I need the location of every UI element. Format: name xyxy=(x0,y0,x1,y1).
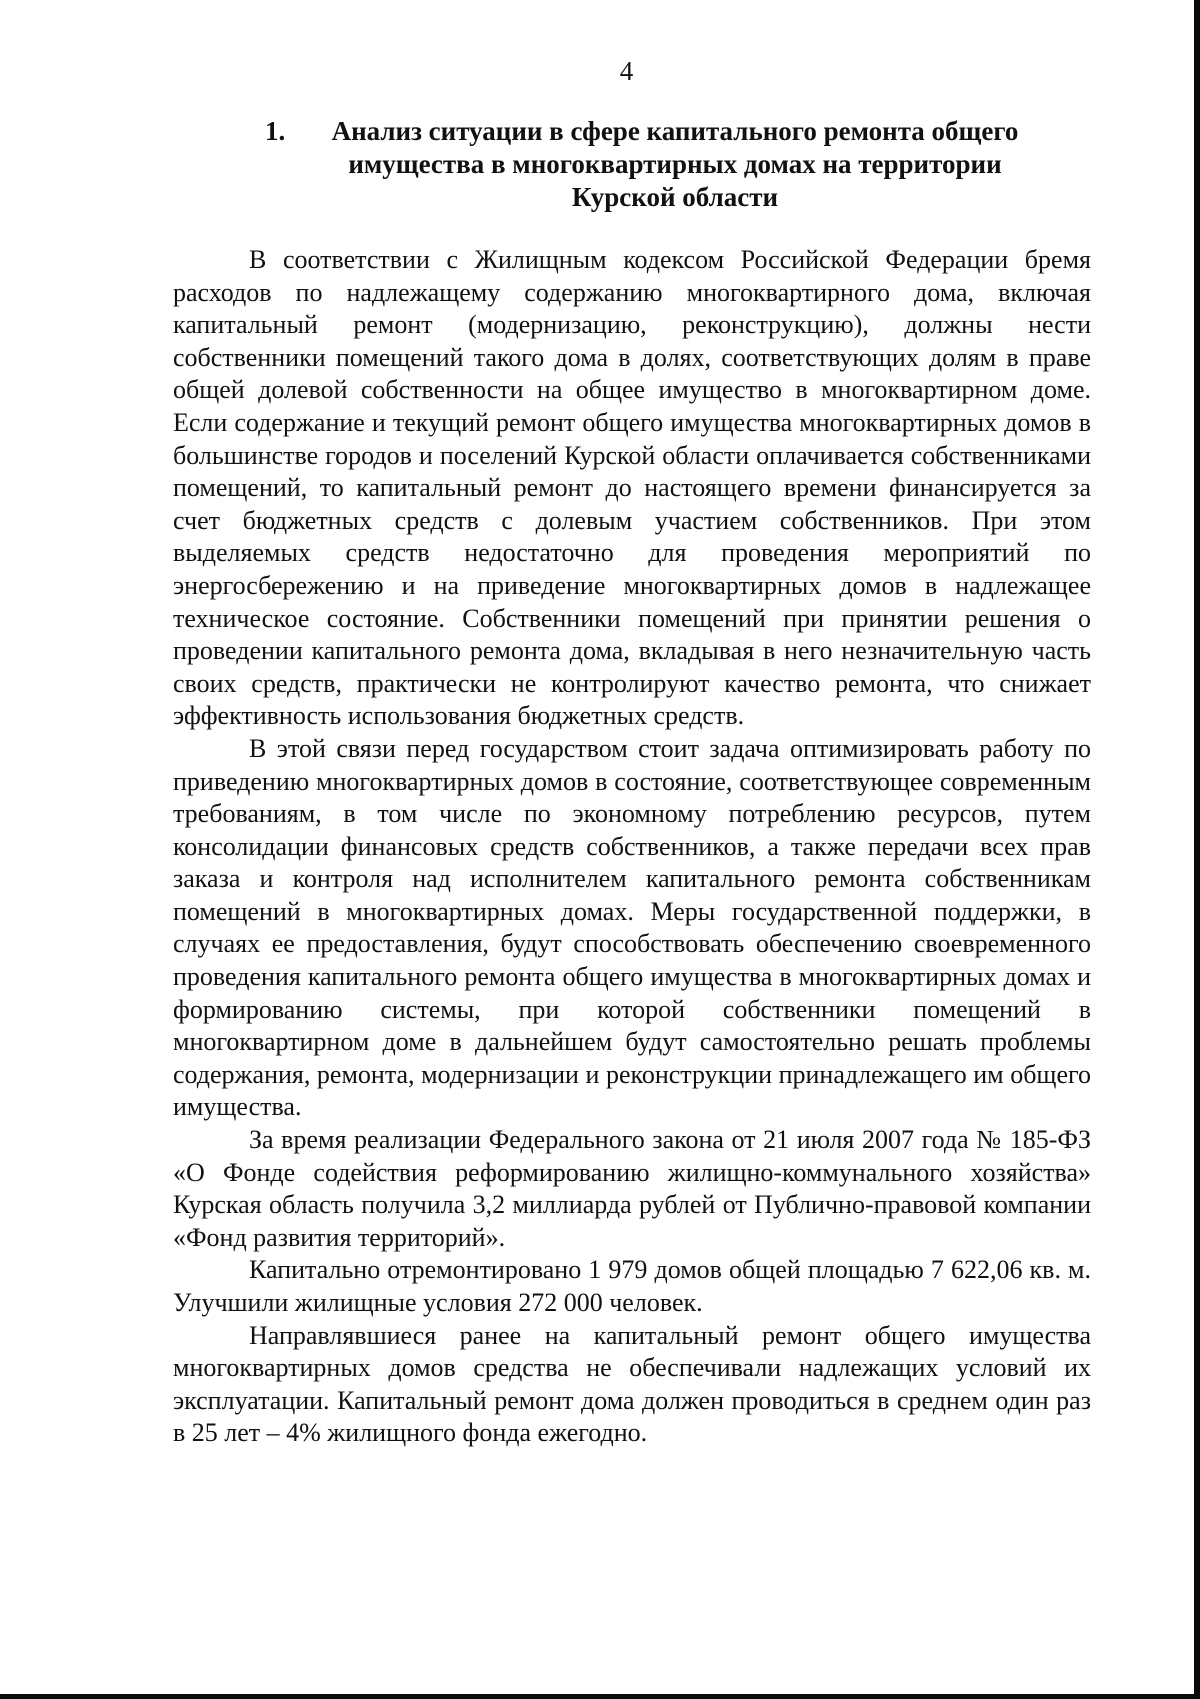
scan-border-right xyxy=(1194,0,1200,1699)
paragraph-4: Капитально отремонтировано 1 979 домов общей площадью 7 622,06 кв. м. Улучшили жилищные условия 272 000 человек. xyxy=(173,1255,1091,1317)
scan-border-bottom xyxy=(0,1694,1200,1699)
section-number: 1. xyxy=(265,116,286,146)
section-heading-line-2: имущества в многоквартирных домах на территории xyxy=(348,149,1002,179)
section-heading-line-1: Анализ ситуации в сфере капитального ремонта общего xyxy=(331,116,1019,146)
section-heading xyxy=(265,115,1085,214)
paragraph-2: В этой связи перед государством стоит задача оптимизировать работу по приведению многоквартирных домов в состояние, соответствующее современным требованиям, в том числе по экономному потреблению ресурсов, путем консолидации финансовых средств собственников, а также передачи всех прав заказа и контроля над исполнителем капитального ремонта собственникам помещений в многоквартирных домах. Меры государственной поддержки, в случаях ее предоставления, будут способствовать обеспечению своевременного проведения капитального ремонта общего имущества в многоквартирных домах и формированию системы, при которой собственники помещений в многоквартирном доме в дальнейшем будут самостоятельно решать проблемы содержания, ремонта, модернизации и реконструкции принадлежащего им общего имущества. xyxy=(173,733,1091,1122)
paragraph-1: В соответствии с Жилищным кодексом Российской Федерации бремя расходов по надлежащему содержанию многоквартирного дома, включая капитальный ремонт (модернизацию, реконструкцию), должны нести собственники помещений такого дома в долях, соответствующих долям в праве общей долевой собственности на общее имущество в многоквартирном доме. Если содержание и текущий ремонт общего имущества многоквартирных домов в большинстве городов и поселений Курской области оплачивается собственниками помещений, то капитальный ремонт до настоящего времени финансируется за счет бюджетных средств с долевым участием собственников. При этом выделяемых средств недостаточно для проведения мероприятий по энергосбережению и на приведение многоквартирных домов в надлежащее техническое состояние. Собственники помещений при принятии решения о проведении капитального ремонта дома, вкладывая в него незначительную часть своих средств, практически не контролируют качество ремонта, что снижает эффективность использования бюджетных средств. xyxy=(173,245,1091,731)
page-number: 4 xyxy=(619,56,634,86)
paragraph-5: Направлявшиеся ранее на капитальный ремонт общего имущества многоквартирных домов средства не обеспечивали надлежащих условий их эксплуатации. Капитальный ремонт дома должен проводиться в среднем один раз в 25 лет – 4% жилищного фонда ежегодно. xyxy=(173,1320,1091,1448)
section-heading-line-3: Курской области xyxy=(571,182,779,212)
paragraph-3: За время реализации Федерального закона от 21 июля 2007 года № 185-ФЗ «О Фонде содействия реформированию жилищно-коммунального хозяйства» Курская область получила 3,2 миллиарда рублей от Публично-правовой компании «Фонд развития территорий». xyxy=(173,1125,1091,1252)
body-text xyxy=(173,244,1091,1450)
